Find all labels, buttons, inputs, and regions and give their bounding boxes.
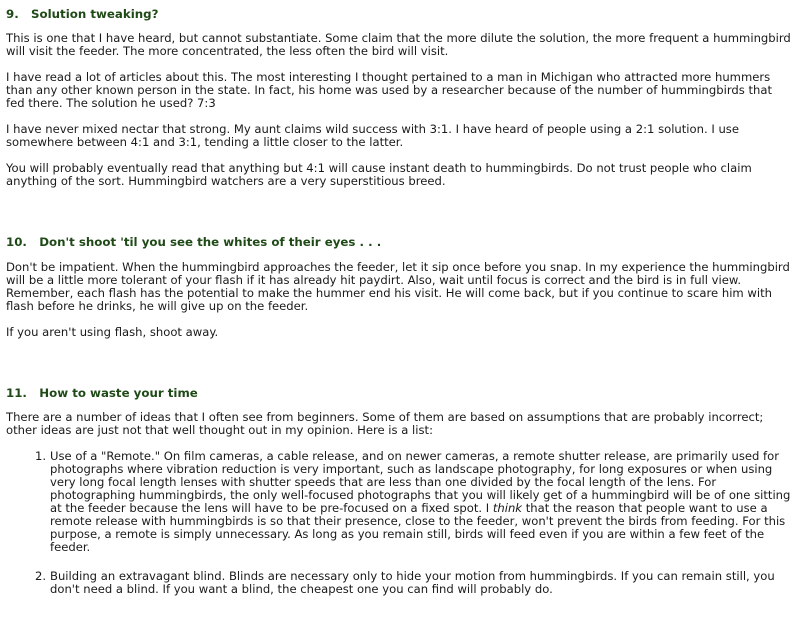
paragraph: This is one that I have heard, but cannot substantiate. Some claim that the more dilute the solution, the more frequent a hummingbird will visit the feeder. The more concentrated, the less often the bird will visit. xyxy=(6,31,791,58)
paragraph: There are a number of ideas that I often see from beginners. Some of them are based on assumptions that are probably incorrect; other ideas are just not that well thought out in my opinion. Here is a list: xyxy=(6,410,764,437)
section-heading-how-to-waste-time: 11. How to waste your time xyxy=(6,386,198,400)
section-heading-dont-shoot: 10. Don't shoot 'til you see the whites of their eyes . . . xyxy=(6,235,382,249)
paragraph: If you aren't using flash, shoot away. xyxy=(6,325,219,339)
paragraph: I have read a lot of articles about this. The most interesting I thought pertained to a man in Michigan who attracted more hummers than any other known person in the state. In fact, his home was used by a researcher because of the number of hummingbirds that fed there. The solution he used? 7:3 xyxy=(6,70,773,110)
list-item-number: 2. xyxy=(34,569,46,583)
list-item xyxy=(34,569,792,596)
paragraph: Don't be impatient. When the hummingbird approaches the feeder, let it sip once before you snap. In my experience the hummingbird will be a little more tolerant of your flash if it has already hit paydirt. Also, wait until focus is correct and the bird is in full view. Remember, each flash has the potential to make the hummer end his visit. He will come back, but if you continue to scare him with flash before he drinks, he will give up on the feeder. xyxy=(6,260,790,313)
list-item-text: Use of a "Remote." On film cameras, a cable release, and on newer cameras, a remote shutter release, are primarily used for photographs where vibration reduction is very important, such as landscape photography, for long exposures or when using very long focal length lenses with shutter speeds that are less than one divided by the focal length of the lens. For photographing hummingbirds, the only well-focused photographs that you will likely get of a hummingbird will be of one sitting at the feeder because the lens will have to be pre-focused on a fixed spot. I think that the reason that people want to use a remote release with hummingbirds is so that their presence, close to the feeder, won't prevent the birds from feeding. For this purpose, a remote is simply unnecessary. As long as you remain still, birds will feed even if you are within a few feet of the feeder. xyxy=(50,449,791,554)
section-heading-solution-tweaking: 9. Solution tweaking? xyxy=(6,7,159,21)
emphasis-text: think xyxy=(492,501,523,515)
list-item-text: Building an extravagant blind. Blinds are necessary only to hide your motion from hummingbirds. If you can remain still, you don't need a blind. If you want a blind, the cheapest one you can find will probably do. xyxy=(50,569,775,596)
list-item-number: 1. xyxy=(34,449,46,463)
paragraph: You will probably eventually read that anything but 4:1 will cause instant death to hummingbirds. Do not trust people who claim anything of the sort. Hummingbird watchers are a very superstitious breed. xyxy=(6,161,752,188)
list-item xyxy=(34,449,792,554)
paragraph: I have never mixed nectar that strong. My aunt claims wild success with 3:1. I have heard of people using a 2:1 solution. I use somewhere between 4:1 and 3:1, tending a little closer to the latter. xyxy=(6,122,739,149)
